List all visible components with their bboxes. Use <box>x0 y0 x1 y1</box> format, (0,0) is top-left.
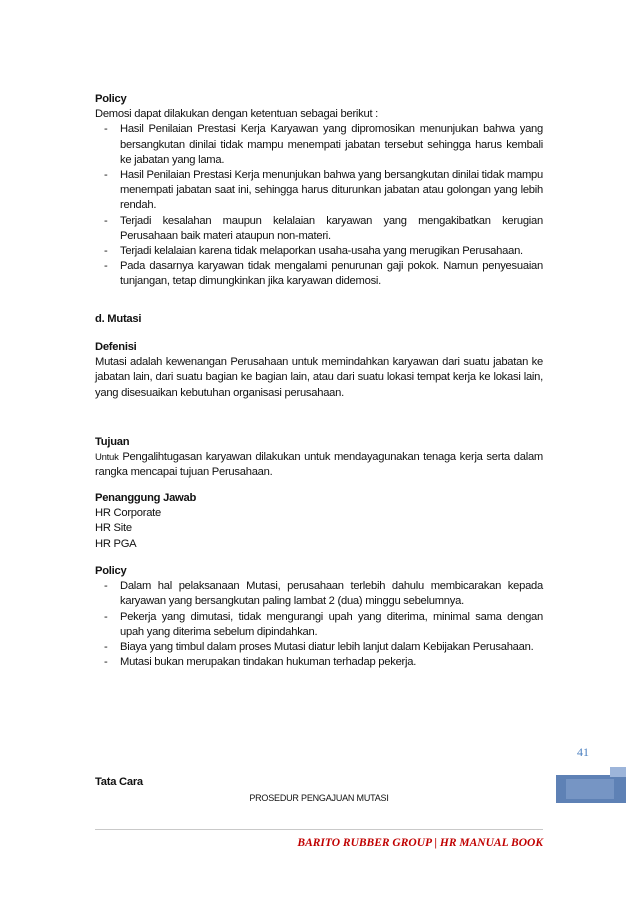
footer-text: BARITO RUBBER GROUP | HR MANUAL BOOK <box>297 837 543 849</box>
list-item: - Hasil Penilaian Prestasi Kerja Karyawan yang dipromosikan menunjukan bahwa yang bersangkutan dinilai tidak mampu menempati jabatan tersebut sehingga harus kembali ke jabatan yang lama. <box>95 122 543 168</box>
definisi-text: Mutasi adalah kewenangan Perusahaan untuk memindahkan karyawan dari suatu jabatan ke jabatan lain, dari suatu bagian ke bagian lain, atau dari suatu lokasi tempat kerja ke lokasi lain, yang disesuaikan kebutuhan organisasi perusahaan. <box>95 356 543 399</box>
tata-cara-heading: Tata Cara <box>95 776 143 788</box>
penanggung-line: HR Corporate <box>95 507 162 520</box>
list-item: - Biaya yang timbul dalam proses Mutasi diatur lebih lanjut dalam Kebijakan Perusahaan. <box>95 640 543 655</box>
penanggung-line: HR PGA <box>95 537 137 550</box>
list-item: - Dalam hal pelaksanaan Mutasi, perusahaan terlebih dahulu membicarakan kepada karyawan yang bersangkutan paling lambat 2 (dua) minggu sebelumnya. <box>95 579 543 609</box>
section-title-mutasi: d. Mutasi <box>95 313 142 325</box>
tujuan-section <box>95 435 543 481</box>
footer-divider <box>95 829 543 830</box>
tujuan-lead: Untuk <box>95 452 119 464</box>
policy-heading: Policy <box>95 565 127 577</box>
list-item: - Mutasi bukan merupakan tindakan hukuman terhadap pekerja. <box>95 655 543 670</box>
policy-mutasi-section <box>95 564 543 670</box>
policy-heading: Policy <box>95 93 127 105</box>
list-item: - Terjadi kelalaian karena tidak melaporkan usaha-usaha yang merugikan Perusahaan. <box>95 244 543 259</box>
definisi-heading: Defenisi <box>95 341 137 353</box>
penanggung-heading: Penanggung Jawab <box>95 492 197 504</box>
tujuan-heading: Tujuan <box>95 436 130 448</box>
penanggung-section <box>95 491 543 552</box>
tujuan-paragraph <box>95 450 543 480</box>
tujuan-text: Pengalihtugasan karyawan dilakukan untuk mendayagunakan tenaga kerja serta dalam rangka mencapai tujuan Perusahaan. <box>95 451 544 479</box>
list-item: - Terjadi kesalahan maupun kelalaian karyawan yang mengakibatkan kerugian Perusahaan baik materi ataupun non-materi. <box>95 214 543 244</box>
policy-demosi-list <box>95 122 543 289</box>
page-number: 41 <box>577 745 589 759</box>
policy-intro: Demosi dapat dilakukan dengan ketentuan sebagai berikut : <box>95 108 379 121</box>
policy-mutasi-list <box>95 579 543 670</box>
definisi-section <box>95 340 543 401</box>
list-item: - Pekerja yang dimutasi, tidak mengurangi upah yang diterima, minimal sama dengan upah yang diterima sebelum dipindahkan. <box>95 610 543 640</box>
policy-demosi-section <box>95 92 543 290</box>
procedure-title: PROSEDUR PENGAJUAN MUTASI <box>249 793 389 803</box>
list-item: - Hasil Penilaian Prestasi Kerja menunjukan bahwa yang bersangkutan dinilai tidak mampu menempati jabatan saat ini, sehingga harus diturunkan jabatan atau golongan yang lebih rendah. <box>95 168 543 214</box>
list-item: - Pada dasarnya karyawan tidak mengalami penurunan gaji pokok. Namun penyesuaian tunjangan, tetap dimungkinkan jika karyawan didemosi. <box>95 259 543 289</box>
penanggung-line: HR Site <box>95 522 132 535</box>
